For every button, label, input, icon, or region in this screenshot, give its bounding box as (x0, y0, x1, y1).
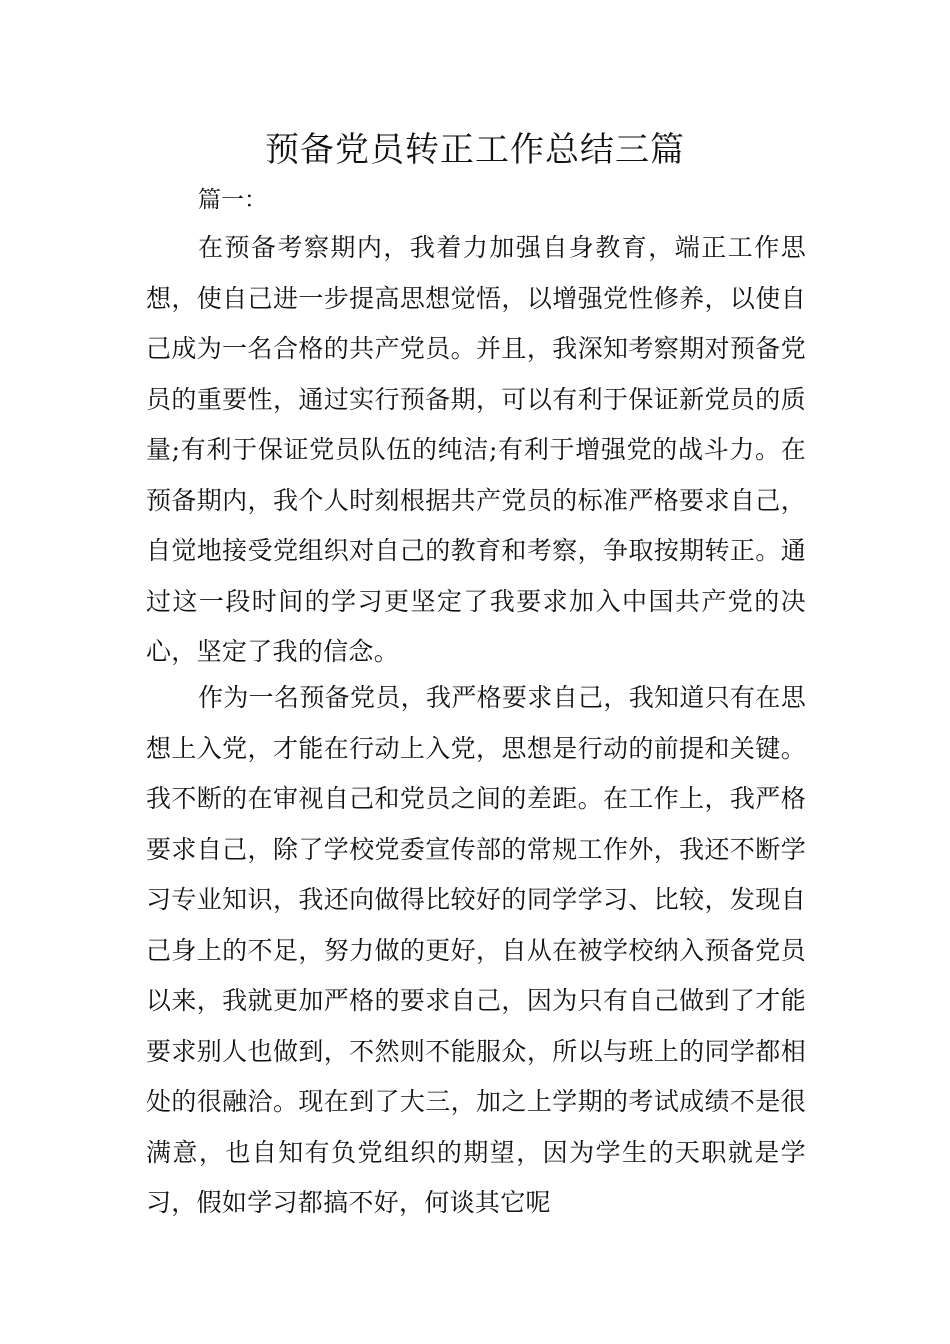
section-label: 篇一： (198, 187, 267, 213)
paragraph-2: 作为一名预备党员，我严格要求自己，我知道只有在思想上入党，才能在行动上入党，思想是行动的前提和关键。我不断的在审视自己和党员之间的差距。在工作上，我严格要求自己，除了学校党委宣传部的常规工作外，我还不断学习专业知识，我还向做得比较好的同学学习、比较，发现自己身上的不足，努力做的更好，自从在被学校纳入预备党员以来，我就更加严格的要求自己，因为只有自己做到了才能要求别人也做到，不然则不能服众，所以与班上的同学都相处的很融洽。现在到了大三，加之上学期的考试成绩不是很满意，也自知有负党组织的期望，因为学生的天职就是学习，假如学习都搞不好，何谈其它呢 (146, 683, 806, 1217)
document-title: 预备党员转正工作总结三篇 (265, 130, 685, 170)
paragraph-1: 在预备考察期内，我着力加强自身教育，端正工作思想，使自己进一步提高思想觉悟，以增强党性修养，以使自己成为一名合格的共产党员。并且，我深知考察期对预备党员的重要性，通过实行预备期，可以有利于保证新党员的质量;有利于保证党员队伍的纯洁;有利于增强党的战斗力。在预备期内，我个人时刻根据共产党员的标准严格要求自己，自觉地接受党组织对自己的教育和考察，争取按期转正。通过这一段时间的学习更坚定了我要求加入中国共产党的决心，坚定了我的信念。 (146, 233, 806, 666)
